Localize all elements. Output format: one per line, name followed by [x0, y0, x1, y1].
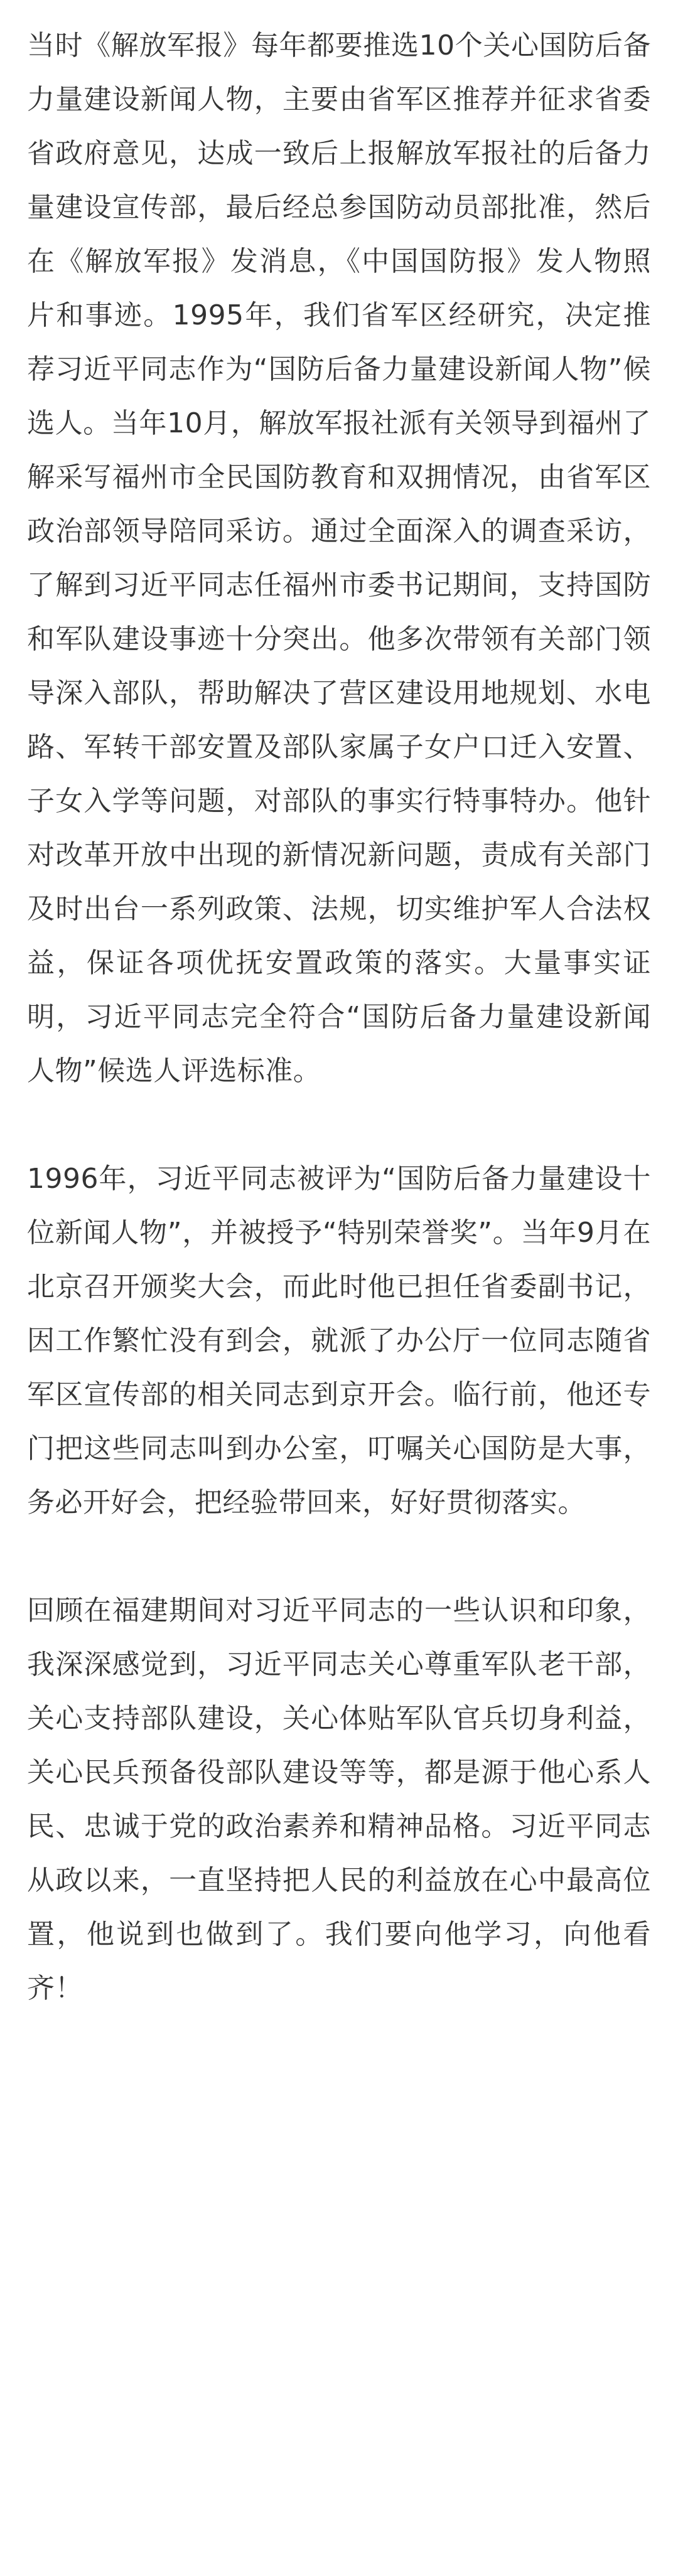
article-paragraph: 回顾在福建期间对习近平同志的一些认识和印象，我深深感觉到，习近平同志关心尊重军队老干部，关心支持部队建设，关心体贴军队官兵切身利益，关心民兵预备役部队建设等等，都是源于他心系人民、忠诚于党的政治素养和精神品格。习近平同志从政以来，一直坚持把人民的利益放在心中最高位置，他说到也做到了。我们要向他学习，向他看齐！ [27, 1595, 651, 2004]
article-paragraph: 1996年，习近平同志被评为“国防后备力量建设十位新闻人物”，并被授予“特别荣誉奖”。当年9月在北京召开颁奖大会，而此时他已担任省委副书记，因工作繁忙没有到会，就派了办公厅一位同志随省军区宣传部的相关同志到京开会。临行前，他还专门把这些同志叫到办公室，叮嘱关心国防是大事，务必开好会，把经验带回来，好好贯彻落实。 [27, 1163, 651, 1519]
article-paragraph: 当时《解放军报》每年都要推选10个关心国防后备力量建设新闻人物，主要由省军区推荐并征求省委省政府意见，达成一致后上报解放军报社的后备力量建设宣传部，最后经总参国防动员部批准，然后在《解放军报》发消息，《中国国防报》发人物照片和事迹。1995年，我们省军区经研究，决定推荐习近平同志作为“国防后备力量建设新闻人物”候选人。当年10月，解放军报社派有关领导到福州了解采写福州市全民国防教育和双拥情况，由省军区政治部领导陪同采访。通过全面深入的调查采访，了解到习近平同志任福州市委书记期间，支持国防和军队建设事迹十分突出。他多次带领有关部门领导深入部队，帮助解决了营区建设用地规划、水电路、军转干部安置及部队家属子女户口迁入安置、子女入学等问题，对部队的事实行特事特办。他针对改革开放中出现的新情况新问题，责成有关部门及时出台一系列政策、法规，切实维护军人合法权益，保证各项优抚安置政策的落实。大量事实证明，习近平同志完全符合“国防后备力量建设新闻人物”候选人评选标准。 [27, 29, 651, 1087]
